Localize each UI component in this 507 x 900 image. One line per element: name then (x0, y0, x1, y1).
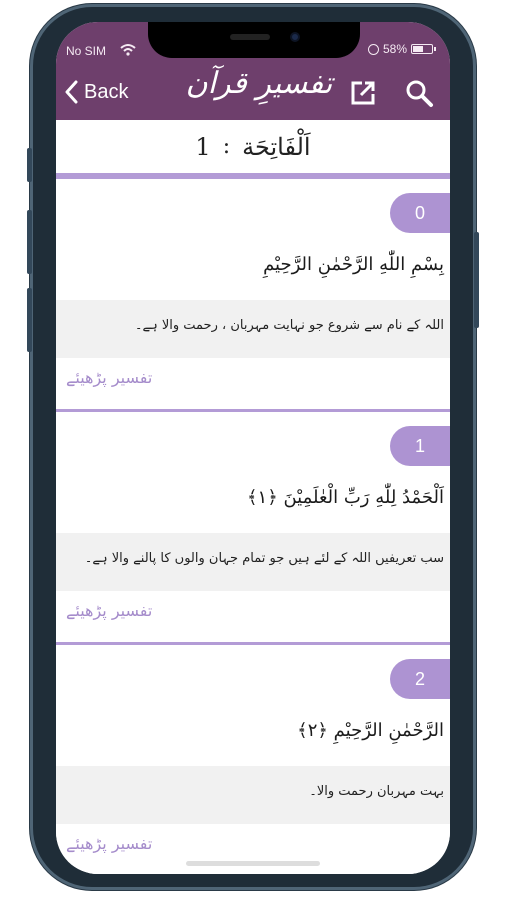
verse-arabic-text: اَلْحَمْدُ لِلّٰهِ رَبِّ الْعٰلَمِيْنَ ﴿۱﴾ (246, 487, 444, 508)
orientation-lock-icon (368, 44, 379, 55)
battery-icon (411, 44, 433, 54)
phone-screen (56, 22, 450, 874)
verse-translation: اللہ کے نام سے شروع جو نہایت مہربان ، رحمت والا ہے۔ (134, 318, 444, 333)
front-camera (290, 32, 300, 42)
speaker (230, 34, 270, 40)
verse-number-badge: 0 (390, 193, 450, 233)
verse-translation: سب تعریفیں اللہ کے لئے ہیں جو تمام جہان والوں کا پالنے والا ہے۔ (84, 551, 444, 566)
carrier-label: No SIM (66, 44, 107, 58)
verse-number-badge: 1 (390, 426, 450, 466)
search-icon (404, 78, 434, 108)
volume-up-button (27, 210, 32, 274)
translation-box (56, 766, 450, 824)
read-tafsir-link[interactable]: تفسیر پڑھیئے (66, 834, 153, 853)
app-header (56, 22, 450, 120)
chevron-left-icon (64, 80, 78, 104)
surah-title-bar (56, 120, 450, 176)
notch (148, 22, 360, 58)
battery-fill (413, 46, 423, 52)
search-button[interactable] (404, 78, 434, 108)
back-label: Back (84, 80, 129, 103)
verse-card (56, 409, 450, 642)
share-button[interactable] (348, 78, 378, 108)
verse-card (56, 176, 450, 409)
volume-down-button (27, 288, 32, 352)
share-icon (348, 78, 378, 108)
mute-switch (27, 148, 32, 182)
wifi-icon (120, 43, 136, 57)
divider (56, 176, 450, 179)
home-indicator[interactable] (186, 861, 320, 866)
battery-percent: 58% (383, 42, 408, 56)
surah-number: 1 (195, 132, 211, 161)
back-button[interactable] (64, 74, 128, 110)
divider (56, 409, 450, 412)
verse-translation: بہت مہربان رحمت والا۔ (309, 784, 444, 799)
page-title: تفسیرِ قرآن (185, 66, 333, 101)
verse-arabic-text: بِسْمِ اللّٰهِ الرَّحْمٰنِ الرَّحِيْمِ (263, 254, 444, 275)
divider (56, 642, 450, 645)
read-tafsir-link[interactable]: تفسیر پڑھیئے (66, 368, 153, 387)
surah-separator: : (222, 134, 231, 159)
verse-card (56, 642, 450, 874)
verse-number-badge: 2 (390, 659, 450, 699)
translation-box (56, 533, 450, 591)
read-tafsir-link[interactable]: تفسیر پڑھیئے (66, 601, 153, 620)
verse-arabic-text: الرَّحْمٰنِ الرَّحِيْمِ ﴿۲﴾ (297, 720, 444, 741)
translation-box (56, 300, 450, 358)
surah-name: اَلْفَاتِحَة (242, 132, 311, 161)
power-button (474, 232, 479, 328)
status-right (368, 42, 433, 56)
